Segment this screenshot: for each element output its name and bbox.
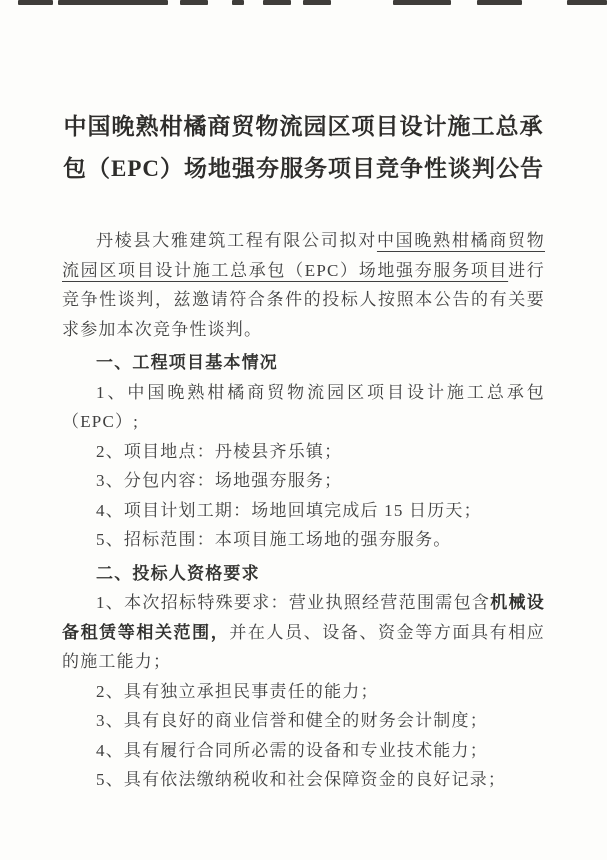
title-line-2: 包（EPC）场地强夯服务项目竞争性谈判公告 xyxy=(63,156,544,181)
intro-pre-text: 丹棱县大雅建筑工程有限公司拟对 xyxy=(96,231,377,250)
scan-artifact-segment xyxy=(180,0,208,5)
section1-heading: 一、工程项目基本情况 xyxy=(96,353,278,372)
list-item-bid-scope: 5、招标范围：本项目施工场地的强夯服务。 xyxy=(96,530,452,549)
scan-artifact-segment xyxy=(58,0,168,5)
list-item-planned-duration: 4、项目计划工期：场地回填完成后 15 日历天； xyxy=(96,500,482,520)
scan-artifact-segment xyxy=(263,0,291,5)
intro-paragraph xyxy=(62,226,545,344)
project-name-underlined: 中国晚熟柑橘商贸物流园区项目设计施工总承包（EPC）场地强夯服务项目 xyxy=(62,231,545,280)
list-item-civil-liability: 2、具有独立承担民事责任的能力； xyxy=(96,681,379,701)
scan-artifact-segment xyxy=(567,0,607,5)
document-title xyxy=(62,106,545,190)
special-requirement-pre: 1、本次招标特殊要求：营业执照经营范围需包含 xyxy=(96,593,491,612)
special-requirement-post: 并在人员、设备、资金等方面具有相应的施工能力； xyxy=(62,622,545,671)
scan-artifact-segment xyxy=(18,0,53,5)
document-body xyxy=(62,226,545,795)
title-line-1: 中国晚熟柑橘商贸物流园区项目设计施工总承 xyxy=(63,114,544,139)
list-item-special-requirement xyxy=(62,588,545,677)
scan-artifact-segment xyxy=(303,0,331,5)
scan-artifact-segment xyxy=(477,0,522,5)
list-item-tax-record: 5、具有依法缴纳税收和社会保障资金的良好记录； xyxy=(96,770,507,789)
list-item-project: 1、中国晚熟柑橘商贸物流园区项目设计施工总承包（EPC）; xyxy=(62,382,545,431)
section2-heading: 二、投标人资格要求 xyxy=(96,563,260,583)
special-requirement-bold: 机械设备租赁等相关范围， xyxy=(62,593,545,642)
scan-artifact-band xyxy=(0,0,607,6)
list-item-location: 2、项目地点：丹棱县齐乐镇； xyxy=(96,441,343,461)
list-item-equipment-capability: 4、具有履行合同所必需的设备和专业技术能力； xyxy=(96,740,488,760)
list-item-subcontract-content: 3、分包内容：场地强夯服务； xyxy=(96,471,343,490)
list-item-business-reputation: 3、具有良好的商业信誉和健全的财务会计制度； xyxy=(96,711,488,730)
scan-artifact-segment xyxy=(393,0,451,5)
scan-artifact-segment xyxy=(232,0,244,5)
intro-post-text: 进行竞争性谈判，兹邀请符合条件的投标人按照本公告的有关要求参加本次竞争性谈判。 xyxy=(62,260,545,339)
